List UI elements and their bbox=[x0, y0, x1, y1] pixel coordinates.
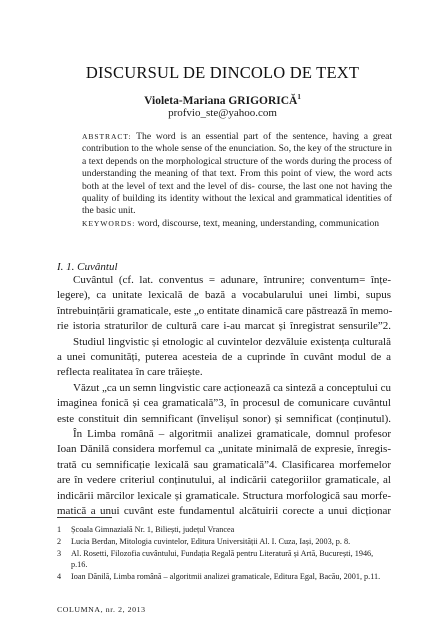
keywords-line: word, discourse, text, meaning, understanding, bbox=[135, 217, 317, 229]
footnote-number: 3 bbox=[57, 549, 62, 558]
section-heading: I. 1. Cuvântul bbox=[57, 261, 118, 273]
footnote-text: Școala Gimnazială Nr. 1, Biliești, județul Vrancea bbox=[71, 525, 235, 534]
body-line: Ioan Dănilă considera morfemul ca „unitate minimală de expresie, înregis- bbox=[57, 443, 391, 456]
footnote-number: 4 bbox=[57, 572, 62, 581]
author-email: profvio_ste@yahoo.com bbox=[168, 107, 277, 119]
footnote-text: Lucia Berdan, Mitologia cuvintelor, Editura Universității Al. I. Cuza, Iași, 2003, p. 8. bbox=[71, 537, 351, 546]
abstract-line: contribution to the whole sense of the enunciation. So, the key of the bbox=[82, 143, 347, 155]
keywords-line: communication bbox=[319, 217, 380, 229]
body-line: Cuvântul (cf. lat. conventus = adunare, întrunire; conventum= înțe- bbox=[73, 274, 391, 286]
body-line: rie istoria straturilor de cultură care i-au marcat și înregistrat sensurile”2. bbox=[57, 320, 391, 333]
body-line: Văzut „ca un semn lingvistic care acționează ca sinteză a conceptului cu bbox=[73, 381, 391, 394]
abstract-label: ABSTRACT: bbox=[82, 132, 132, 141]
footnote-text: Ioan Dănilă, Limba română – algoritmii analizei gramaticale, Editura Egal, Bacău, 2001, p.11. bbox=[71, 572, 381, 581]
body-line: indicării mărcilor lexicale și gramaticale. Structura morfologică sau morfe- bbox=[57, 489, 391, 502]
keywords-label: KEYWORDS: bbox=[82, 218, 136, 228]
body-line: întrebuințării gramaticale, este „o entitate dinamică care păstrează în memo- bbox=[57, 304, 393, 317]
abstract-line: point of view, the word acts both at the level of text and the level of dis- bbox=[82, 168, 393, 192]
abstract-line: structure in a text depends on the morphological structure of the words bbox=[82, 143, 392, 167]
body-text bbox=[57, 273, 391, 520]
page-footer: COLUMNA, nr. 2, 2013 bbox=[57, 605, 146, 614]
body-line: este constituit din semnificant (învelișul sonor) și semnificat (conținutul). bbox=[57, 412, 391, 425]
abstract-line: The word is an essential part of the sentence, having a great bbox=[131, 131, 392, 142]
abstract-line: during the process of understanding the meaning of that text. From this bbox=[82, 155, 392, 180]
body-line: a unei comunități, puterea acesteia de a cuprinde în cuvânt modul de a bbox=[57, 351, 391, 364]
body-line: În Limba română – algoritmii analizei gramaticale, domnul profesor bbox=[73, 428, 391, 441]
author-line bbox=[0, 93, 445, 107]
abstract-line: the lexical and grammatical identities of the basic unit. bbox=[82, 193, 392, 217]
abstract-line: course, the last one not having the quality of building its identity without bbox=[82, 180, 392, 205]
footnote-number: 2 bbox=[57, 537, 62, 546]
body-line: Studiul lingvistic și etnologic al cuvintelor dezvăluie existența culturală bbox=[73, 335, 391, 348]
body-line: reflecta realitatea în care trăiește. bbox=[57, 366, 203, 379]
article-title: DISCURSUL DE DINCOLO DE TEXT bbox=[85, 63, 360, 82]
abstract-block bbox=[82, 131, 392, 230]
body-line: matică a unui cuvânt este fundamentul alcătuirii corecte a unui dicționar bbox=[57, 505, 391, 518]
footnote-divider bbox=[57, 517, 112, 518]
author-name: Violeta-Mariana GRIGORICĂ bbox=[144, 94, 298, 107]
body-line: trată cu semnificație lexicală sau gramaticală”4. Clasificarea morfemelor bbox=[57, 458, 391, 471]
footnote-number: 1 bbox=[57, 525, 62, 534]
body-line: imaginea fonică și cea gramaticală”3, în procesul de comunicare cuvântul bbox=[57, 397, 391, 410]
body-line: are în vedere criteriul conținutului, al indicării categoriilor gramaticale, al bbox=[57, 474, 391, 487]
footnote-text: Al. Rosetti, Filozofia cuvântului, Fundația Regală pentru Literatură și Artă, București, 1946, p.16. bbox=[71, 549, 374, 569]
body-line: legere), ca unitate lexicală de bază a vocabularului unei limbi, supus bbox=[57, 289, 391, 302]
author-footnote-marker: 1 bbox=[297, 93, 301, 101]
